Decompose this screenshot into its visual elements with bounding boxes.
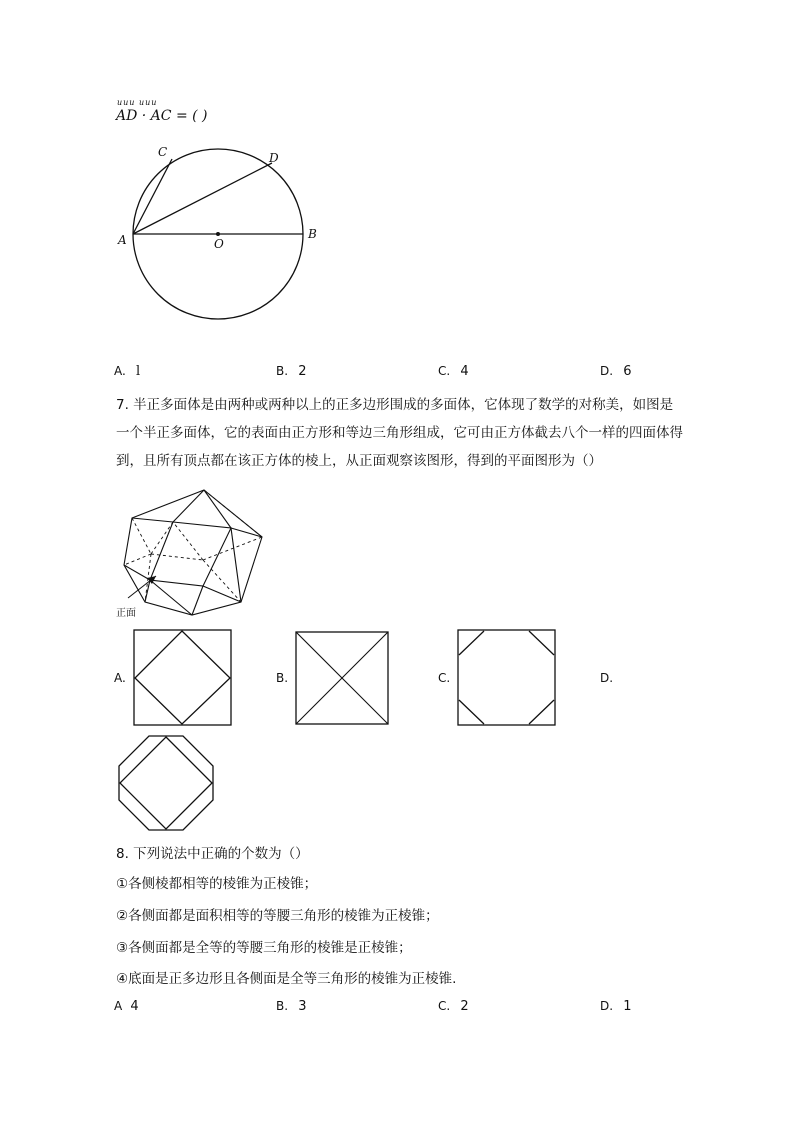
label-a: A [118, 233, 127, 247]
polyhedron-figure [110, 486, 270, 624]
label-c: C [158, 145, 168, 159]
q8-question-text: 8. 下列说法中正确的个数为（） [116, 846, 309, 862]
chord-ac [133, 159, 172, 234]
q7-option-c-figure[interactable] [457, 629, 557, 727]
front-face-label: 正面 [116, 608, 136, 619]
label-b: B [308, 227, 317, 241]
circle-figure [110, 140, 330, 330]
q8-option-d[interactable]: D. 1 [600, 999, 632, 1014]
center-point [216, 232, 220, 236]
q8-option-c[interactable]: C. 2 [438, 999, 469, 1014]
vector-accent-marks: uuu uuu [117, 98, 158, 107]
q7-option-c-label[interactable]: C. [438, 671, 451, 685]
q8-statement-1: ①各侧棱都相等的棱锥为正棱锥； [116, 876, 318, 892]
q7-question-text: 7. 半正多面体是由两种或两种以上的正多边形围成的多面体，它体现了数学的对称美，如图是一个半正多面体，它的表面由正方形和等边三角形组成，它可由正方体截去八个一样的四面体得到，且所有顶点都在该正方体的棱上，从正面观察该图形，得到的平面图形为（） [116, 397, 683, 469]
q8-statement-4: ④底面是正多边形且各侧面是全等三角形的棱锥为正棱锥. [116, 971, 457, 987]
q6-option-a[interactable]: A. l [114, 364, 141, 379]
q6-stem-expression: AD · AC = ( ) [116, 108, 208, 124]
q7-option-a-figure[interactable] [133, 629, 233, 727]
q6-option-d[interactable]: D. 6 [600, 364, 632, 379]
q6-option-c[interactable]: C. 4 [438, 364, 469, 379]
label-d: D [269, 151, 279, 165]
chord-ad [133, 163, 272, 234]
q7-option-d-label[interactable]: D. [600, 671, 614, 685]
q7-option-b-figure[interactable] [295, 631, 390, 726]
q8-option-a[interactable]: A 4 [114, 999, 139, 1014]
q7-option-a-label[interactable]: A. [114, 671, 126, 685]
label-o: O [214, 237, 224, 251]
q8-statement-2: ②各侧面都是面积相等的等腰三角形的棱锥为正棱锥； [116, 908, 439, 924]
q6-option-b[interactable]: B. 2 [276, 364, 307, 379]
q7-option-b-label[interactable]: B. [276, 671, 289, 685]
q8-statement-3: ③各侧面都是全等的等腰三角形的棱锥是正棱锥； [116, 940, 412, 956]
q8-option-b[interactable]: B. 3 [276, 999, 307, 1014]
q7-option-d-figure[interactable] [115, 733, 217, 833]
